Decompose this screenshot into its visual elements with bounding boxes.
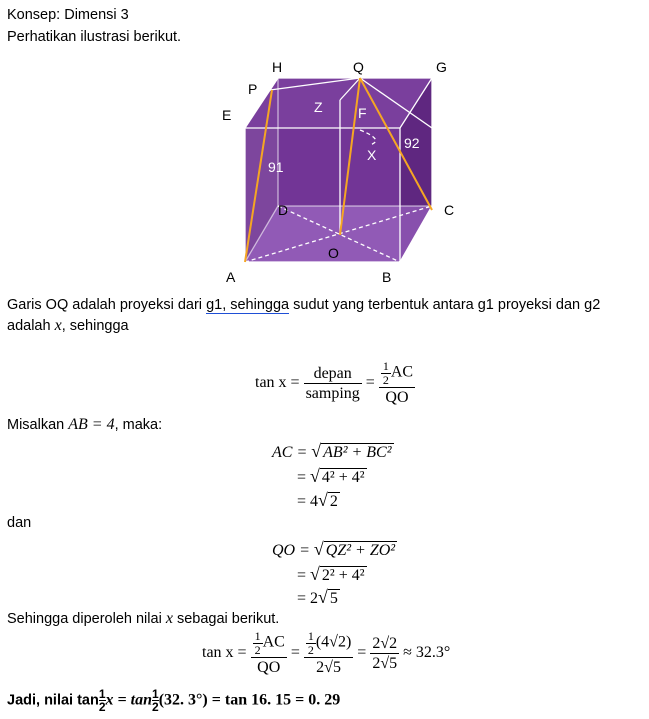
eq2-f1-den: QO (257, 659, 281, 676)
sehingga-x: x (165, 610, 173, 627)
misalkan-text: Misalkan (7, 417, 69, 433)
eq2-f2-den: 2√5 (316, 659, 341, 676)
heading: Konsep: Dimensi 3 (7, 7, 129, 23)
ac-line-1 (272, 441, 394, 463)
eq1-frac-ac (379, 360, 415, 406)
qo-l1-lhs: QO = (272, 542, 314, 559)
para1-line1 (7, 296, 600, 314)
eq1-num: depan (304, 365, 362, 384)
label-p: P (248, 81, 258, 97)
eq1-lhs: tan x = (255, 374, 300, 391)
para1-c: adalah (7, 318, 55, 334)
eq2-f2-num-rest: (4√2) (315, 633, 352, 651)
eq2-f1-num (251, 630, 287, 658)
eq1-equals: = (365, 374, 375, 391)
eq2-f1-half (253, 630, 263, 656)
ac-l3-arg: 2 (329, 493, 338, 510)
final-x: x = tan (105, 691, 153, 709)
eq2-approx: ≈ 32.3° (403, 644, 451, 661)
para1-b: sudut yang terbentuk antara g1 proyeksi dan g2 (289, 297, 601, 313)
eq2-lhs: tan x = (202, 644, 247, 661)
ac-line-2 (297, 466, 367, 488)
eq2-f2-half (306, 630, 316, 656)
eq2-f1-half-num: 1 (254, 629, 261, 643)
label-c: C (444, 202, 455, 218)
label-92: 92 (404, 135, 420, 151)
final-half-1-den: 2 (98, 700, 106, 714)
eq1-frac-depan (304, 365, 362, 402)
ac-l1-arg: AB² + BC² (323, 444, 392, 461)
eq2-f3-den: 2√5 (372, 654, 398, 672)
final-prefix: Jadi, nilai tan (7, 692, 99, 709)
eq1-den: samping (305, 384, 360, 402)
label-f: F (358, 105, 367, 121)
final-half-2-den: 2 (152, 700, 159, 714)
eq1-half-den: 2 (382, 373, 389, 387)
misalkan-end: , maka: (114, 417, 163, 433)
eq2-f2-half-den: 2 (307, 643, 314, 657)
ac-l3-lhs: = 4 (297, 493, 319, 510)
cube-figure (210, 50, 470, 290)
ac-l1-lhs: AC = (272, 444, 312, 461)
eq1-qo: QO (385, 389, 409, 406)
qo-l3-lhs: = 2 (297, 590, 319, 607)
qo-l3-arg: 5 (329, 590, 338, 607)
eq2-f1-ac: AC (262, 633, 285, 651)
qo-line-1 (272, 539, 397, 561)
qo-l2-lhs: = (297, 567, 311, 584)
label-o: O (328, 245, 339, 261)
eq2-equals-2: = (357, 644, 367, 661)
ac-l2-sqrt: √ 4² + 4² (310, 466, 365, 486)
eq1-frac-ac-num (379, 360, 415, 388)
qo-l1-sqrt: √ QZ² + ZO² (313, 539, 396, 559)
eq2-f3-num: 2√2 (372, 634, 398, 652)
final-answer (7, 688, 340, 713)
eq2-f2-half-num: 1 (307, 629, 314, 643)
eq2-f2-num (304, 630, 353, 658)
para1-g1-link[interactable]: g1, sehingga (206, 297, 290, 313)
final-half-2 (152, 688, 159, 713)
sehingga-end: sebagai berikut. (172, 611, 280, 627)
para1-x: x (54, 317, 62, 334)
label-d: D (278, 202, 289, 218)
eq2-f1-half-den: 2 (254, 643, 261, 657)
final-rest: (32. 3°) = tan 16. 15 = 0. 29 (158, 691, 341, 709)
eq2-frac-2 (304, 630, 353, 676)
eq2-equals-1: = (290, 644, 300, 661)
label-z: Z (314, 99, 323, 115)
final-half-1 (99, 688, 106, 713)
label-a: A (226, 269, 236, 285)
ac-l2-arg: 4² + 4² (321, 469, 365, 486)
misalkan-line (7, 416, 162, 434)
para1-a: Garis OQ adalah proyeksi dari (7, 297, 207, 313)
misalkan-math: AB = 4 (68, 416, 115, 433)
final-half-2-num: 1 (152, 687, 159, 701)
final-half-1-num: 1 (98, 687, 106, 701)
label-b: B (382, 269, 392, 285)
sehingga-text: Sehingga diperoleh nilai (7, 611, 166, 627)
qo-l2-sqrt: √ 2² + 4² (310, 564, 365, 584)
label-x: X (367, 147, 377, 163)
label-91: 91 (268, 159, 284, 175)
para1-line2 (7, 317, 129, 335)
equation-tan-def (255, 360, 415, 406)
ac-l3-sqrt: √ 2 (318, 490, 338, 510)
equation-tan-value (202, 630, 450, 676)
ac-line-3 (297, 490, 340, 512)
qo-l1-arg: QZ² + ZO² (325, 542, 396, 559)
ac-l2-lhs: = (297, 469, 311, 486)
eq1-half-num: 1 (382, 359, 389, 373)
qo-line-3 (297, 587, 340, 609)
eq2-frac-3 (370, 635, 399, 672)
eq1-half (381, 360, 391, 386)
dan-text: dan (7, 515, 32, 531)
label-e: E (222, 107, 232, 123)
label-h: H (272, 59, 283, 75)
qo-l3-sqrt: √ 5 (318, 587, 338, 607)
eq1-ac: AC (390, 363, 414, 381)
sehingga-line (7, 610, 279, 628)
intro-text: Perhatikan ilustrasi berikut. (7, 29, 182, 45)
qo-line-2 (297, 564, 367, 586)
qo-l2-arg: 2² + 4² (321, 567, 365, 584)
ac-l1-sqrt: √ AB² + BC² (311, 441, 392, 461)
para1-d: , sehingga (61, 318, 129, 334)
label-q: Q (353, 59, 364, 75)
label-g: G (436, 59, 447, 75)
eq2-frac-1 (251, 630, 287, 676)
